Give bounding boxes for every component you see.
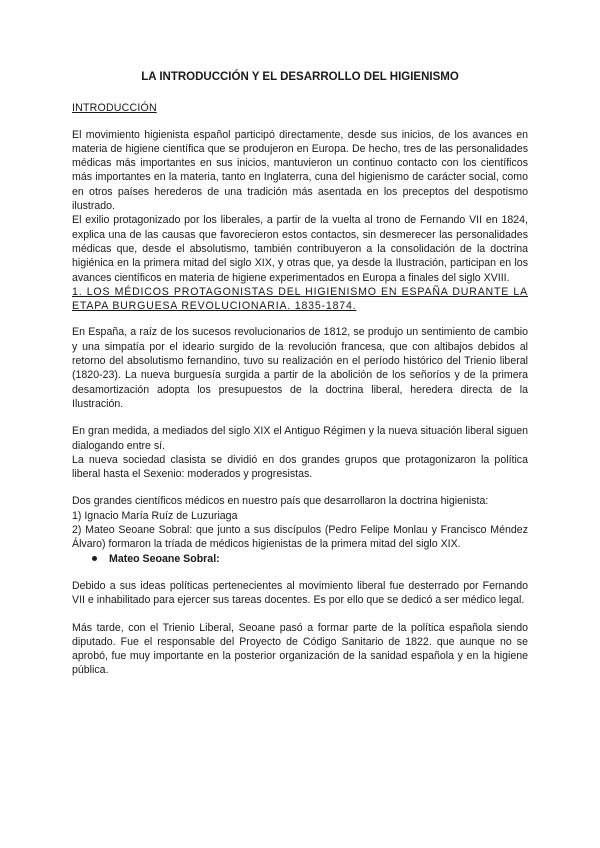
document-title: LA INTRODUCCIÓN Y EL DESARROLLO DEL HIGIENISMO [141, 71, 459, 83]
section-1-paragraph-4: Dos grandes científicos médicos en nuestro país que desarrollaron la doctrina higienista: [72, 495, 489, 508]
section-1-paragraph-3: La nueva sociedad clasista se dividió en dos grandes grupos que protagonizaron la política liberal hasta el Sexenio: moderados y progresistas. [72, 453, 528, 481]
seoane-paragraph-2: Más tarde, con el Trienio Liberal, Seoane pasó a formar parte de la política española siendo diputado. Fue el responsable del Proyecto de Código Sanitario de 1822. que aunque no se aprobó, fue muy importante en la posterior organización de la sanidad española y en la higiene pública. [72, 621, 528, 677]
section-1-paragraph-2: En gran medida, a mediados del siglo XIX el Antiguo Régimen y la nueva situación liberal siguen dialogando entre sí. [72, 425, 528, 452]
list-item-seoane: 2) Mateo Seoane Sobral: que junto a sus discípulos (Pedro Felipe Monlau y Francisco Méndez Álvaro) formaron la tríada de médicos higienistas de la primera mitad del siglo XIX. [72, 524, 528, 551]
bullet-dot-icon [92, 556, 97, 561]
section-1-paragraph-1: En España, a raíz de los sucesos revolucionarios de 1812, se produjo un sentimiento de cambio y una simpatía por el ideario surgido de la revolución francesa, que con altibajos debidos al retorno del absolutismo fernandino, tuvo su realización en el período histórico del Trienio liberal (1820-23). La nueva burguesía surgida a partir de la abolición de los señoríos y de la primera desamortización adopta los presupuestos de la doctrina liberal, heredera directa de la Ilustración. [72, 326, 528, 410]
intro-heading: INTRODUCCIÓN [72, 102, 157, 115]
bullet-seoane-label: Mateo Seoane Sobral: [109, 552, 220, 565]
bullet-seoane [92, 552, 528, 566]
list-item-luzuriaga: 1) Ignacio María Ruíz de Luzuriaga [72, 509, 238, 522]
intro-paragraph-2: El exilio protagonizado por los liberales, a partir de la vuelta al trono de Fernando VII en 1824, explica una de las causas que favorecieron estos contactos, sin desmerecer las personalidades médicas que, desde el absolutismo, también contribuyeron a la consolidación de la doctrina higiénica en la primera mitad del siglo XIX, y otras que, ya desde la Ilustración, participan en los avances científicos en materia de higiene experimentados en Europa a finales del siglo XVIII. [72, 214, 528, 284]
section-1-heading: 1. LOS MÉDICOS PROTAGONISTAS DEL HIGIENISMO EN ESPAÑA DURANTE LA ETAPA BURGUESA REVOLUCIONARIA. 1835-1874. [72, 285, 528, 313]
seoane-paragraph-1: Debido a sus ideas políticas pertenecientes al movimiento liberal fue desterrado por Fernando VII e inhabilitado para ejercer sus tareas docentes. Es por ello que se dedicó a ser médico legal. [72, 579, 528, 607]
intro-paragraph-1: El movimiento higienista español participó directamente, desde sus inicios, de los avances en materia de higiene científica que se produjeron en Europa. De hecho, tres de las personalidades médicas más importantes en sus inicios, mantuvieron un continuo contacto con los científicos más importantes en la materia, tanto en Inglaterra, cuna del higienismo de carácter social, como en otros países herederos de una tradición más asentada en los preceptos del despotismo ilustrado. [72, 128, 528, 213]
